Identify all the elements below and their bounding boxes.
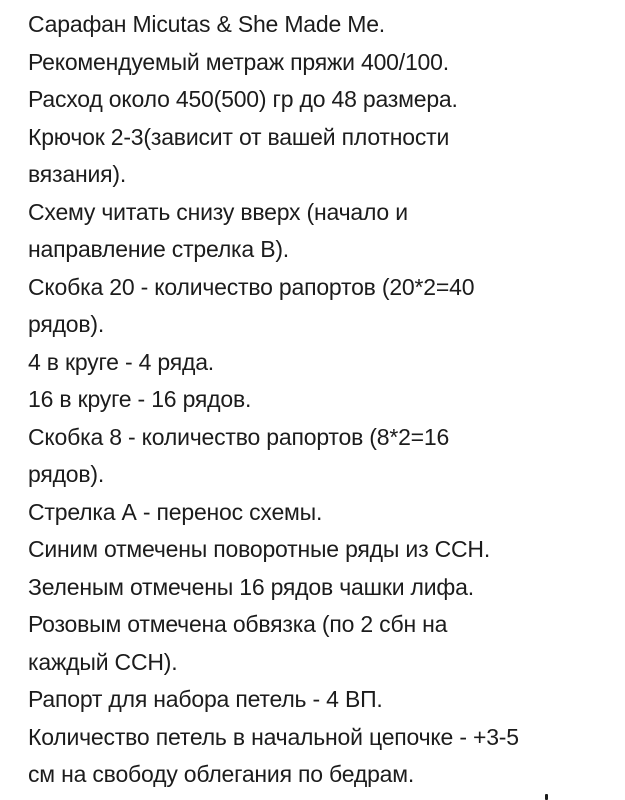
text-line: Крючок 2-3(зависит от вашей плотности: [28, 123, 450, 150]
text-block: [28, 6, 615, 794]
text-line: 16 в круге - 16 рядов.: [28, 386, 252, 412]
text-line: Розовым отмечена обвязка (по 2 сбн на: [28, 611, 448, 637]
text-line: Сарафан Micutas & She Made Me.: [28, 11, 385, 37]
text-line: Зеленым отмечены 16 рядов чашки лифа.: [28, 573, 474, 600]
cut-off-glyph: [545, 794, 548, 800]
text-line: направление стрелка В).: [28, 236, 289, 262]
text-line: Рапорт для набора петель - 4 ВП.: [28, 686, 383, 712]
text-line: Рекомендуемый метраж пряжи 400/100.: [28, 48, 449, 75]
text-line: Схему читать снизу вверх (начало и: [28, 198, 408, 225]
text-line: Скобка 20 - количество рапортов (20*2=40: [28, 273, 475, 300]
text-line: Скобка 8 - количество рапортов (8*2=16: [28, 423, 450, 450]
text-line: Стрелка А - перенос схемы.: [28, 498, 323, 525]
text-line: вязания).: [28, 161, 127, 187]
text-line: каждый ССН).: [28, 648, 178, 675]
text-line: 4 в круге - 4 ряда.: [28, 348, 214, 375]
text-line: рядов).: [28, 311, 105, 337]
text-line: Синим отмечены поворотные ряды из ССН.: [28, 536, 491, 562]
text-line: Расход около 450(500) гр до 48 размера.: [28, 86, 458, 112]
text-line: Количество петель в начальной цепочке - +3-5: [28, 723, 519, 750]
text-line: см на свободу облегания по бедрам.: [28, 761, 415, 787]
text-line: рядов).: [28, 461, 105, 487]
